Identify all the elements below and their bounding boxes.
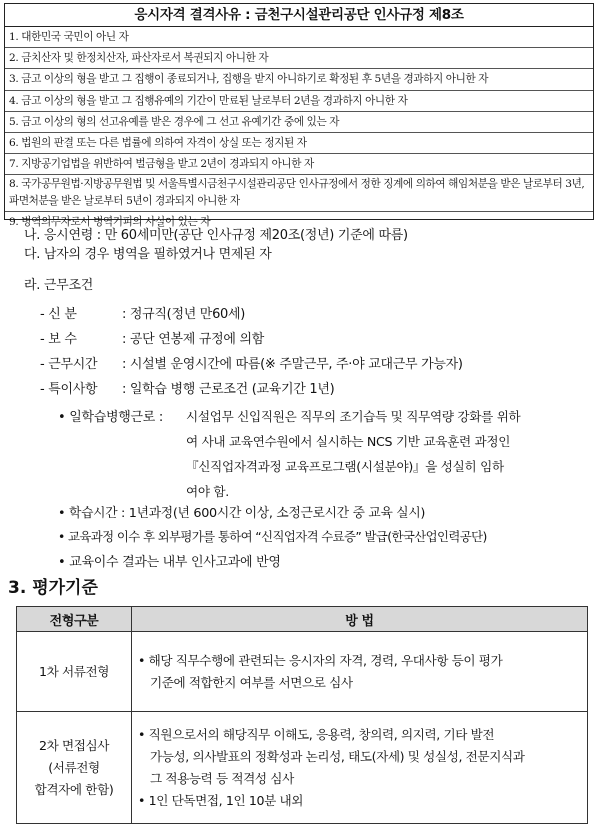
- age-limit: 나. 응시연령 : 만 60세미만(공단 인사규정 제20조(정년) 기준에 따름): [24, 228, 408, 243]
- disqualification-item: 4. 금고 이상의 형을 받고 그 집행유예의 기간이 만료된 날로부터 2년을 경과하지 아니한 자: [5, 91, 593, 112]
- condition-row: [40, 378, 334, 397]
- work-study-text: 여야 함.: [186, 484, 230, 499]
- certificate-note: • 교육과정 이수 후 외부평가를 통하여 “신직업자격 수료증” 발급(한국산업인력공단): [58, 529, 487, 544]
- disqualification-item: 7. 지방공기업법을 위반하여 벌금형을 받고 2년이 경과되지 아니한 자: [5, 154, 593, 175]
- work-study-text: 시설업무 신입직원은 직무의 조기습득 및 직무역량 강화를 위하: [186, 409, 521, 424]
- work-study-text: 『신직업자격과정 교육프로그램(시설분야)』을 성실히 임하: [186, 459, 504, 474]
- method-bullet: • 직원으로서의 해당직무 이해도, 응용력, 창의력, 의지력, 기타 발전: [138, 726, 495, 742]
- condition-label: - 특이사항: [40, 382, 98, 397]
- stage-label: 2차 면접심사: [38, 737, 110, 753]
- disqualification-item: 1. 대한민국 국민이 아닌 자: [5, 27, 593, 48]
- military-requirement: 다. 남자의 경우 병역을 필하였거나 면제된 자: [24, 247, 272, 262]
- condition-label: - 근무시간: [40, 357, 98, 372]
- conditions-heading: 라. 근무조건: [24, 278, 93, 293]
- condition-value: : 일학습 병행 근로조건 (교육기간 1년): [122, 382, 335, 397]
- condition-label: - 보 수: [40, 332, 77, 347]
- disqualification-item: 8. 국가공무원법·지방공무원법 및 서울특별시금천구시설관리공단 인사규정에서 정한 징계에 의하여 해임처분을 받은 날로부터 3년, 파면처분을 받은 날로부터 5년이 경과되지 아니한 자: [5, 175, 593, 212]
- disqualification-title: 응시자격 결격사유 : 금천구시설관리공단 인사규정 제8조: [5, 4, 593, 27]
- condition-row: [40, 353, 463, 372]
- table-row: [17, 632, 588, 712]
- disqualification-box: [4, 3, 594, 229]
- method-bullet: • 1인 단독면접, 1인 10분 내외: [138, 792, 303, 808]
- method-cell: [132, 632, 588, 712]
- condition-row: [40, 303, 245, 322]
- condition-value: : 공단 연봉제 규정에 의함: [122, 332, 264, 347]
- study-hours: • 학습시간 : 1년과정(년 600시간 이상, 소정근로시간 중 교육 실시): [58, 506, 426, 521]
- disqualification-item: 2. 금치산자 및 한정치산자, 파산자로서 복권되지 아니한 자: [5, 48, 593, 69]
- condition-value: : 시설별 운영시간에 따름(※ 주말근무, 주·야 교대근무 가능자): [122, 357, 463, 372]
- stage-label: 1차 서류전형: [38, 663, 110, 679]
- method-cell: [132, 712, 588, 824]
- work-study-text: 여 사내 교육연수원에서 실시하는 NCS 기반 교육훈련 과정인: [186, 434, 511, 449]
- disqualification-item: 6. 법원의 판결 또는 다른 법률에 의하여 자격이 상실 또는 정지된 자: [5, 133, 593, 154]
- work-study-label: • 일학습병행근로 :: [58, 410, 163, 425]
- method-text: 가능성, 의사발표의 정확성과 논리성, 태도(자세) 및 성실성, 전문지식과: [150, 748, 525, 764]
- criteria-table: [16, 606, 588, 824]
- disqualification-item: 9. 병역의무자로서 병역기피의 사실이 있는 자: [9, 216, 211, 229]
- stage-label: 합격자에 한함): [34, 781, 114, 797]
- method-text: 그 적용능력 등 적격성 심사: [150, 770, 294, 786]
- disqualification-item: 3. 금고 이상의 형을 받고 그 집행이 종료되거나, 집행을 받지 아니하기로 확정된 후 5년을 경과하지 아니한 자: [5, 69, 593, 90]
- method-bullet: • 해당 직무수행에 관련되는 응시자의 자격, 경력, 우대사항 등이 평가: [138, 652, 503, 668]
- column-header-stage: 전형구분: [17, 607, 132, 632]
- stage-cell: [17, 712, 132, 824]
- method-text: 기준에 적합한지 여부를 서면으로 심사: [150, 674, 353, 690]
- stage-cell: [17, 632, 132, 712]
- column-header-method: 방 법: [132, 607, 588, 632]
- stage-label: (서류전형: [48, 759, 100, 775]
- condition-row: [40, 328, 264, 347]
- disqualification-item: 5. 금고 이상의 형의 선고유예를 받은 경우에 그 선고 유예기간 중에 있는 자: [5, 112, 593, 133]
- evaluation-note: • 교육이수 결과는 내부 인사고과에 반영: [58, 555, 281, 570]
- table-row: [17, 712, 588, 824]
- section-heading: 3. 평가기준: [8, 578, 98, 598]
- condition-label: - 신 분: [40, 307, 77, 322]
- condition-value: : 정규직(정년 만60세): [122, 307, 246, 322]
- table-header-row: [17, 607, 588, 632]
